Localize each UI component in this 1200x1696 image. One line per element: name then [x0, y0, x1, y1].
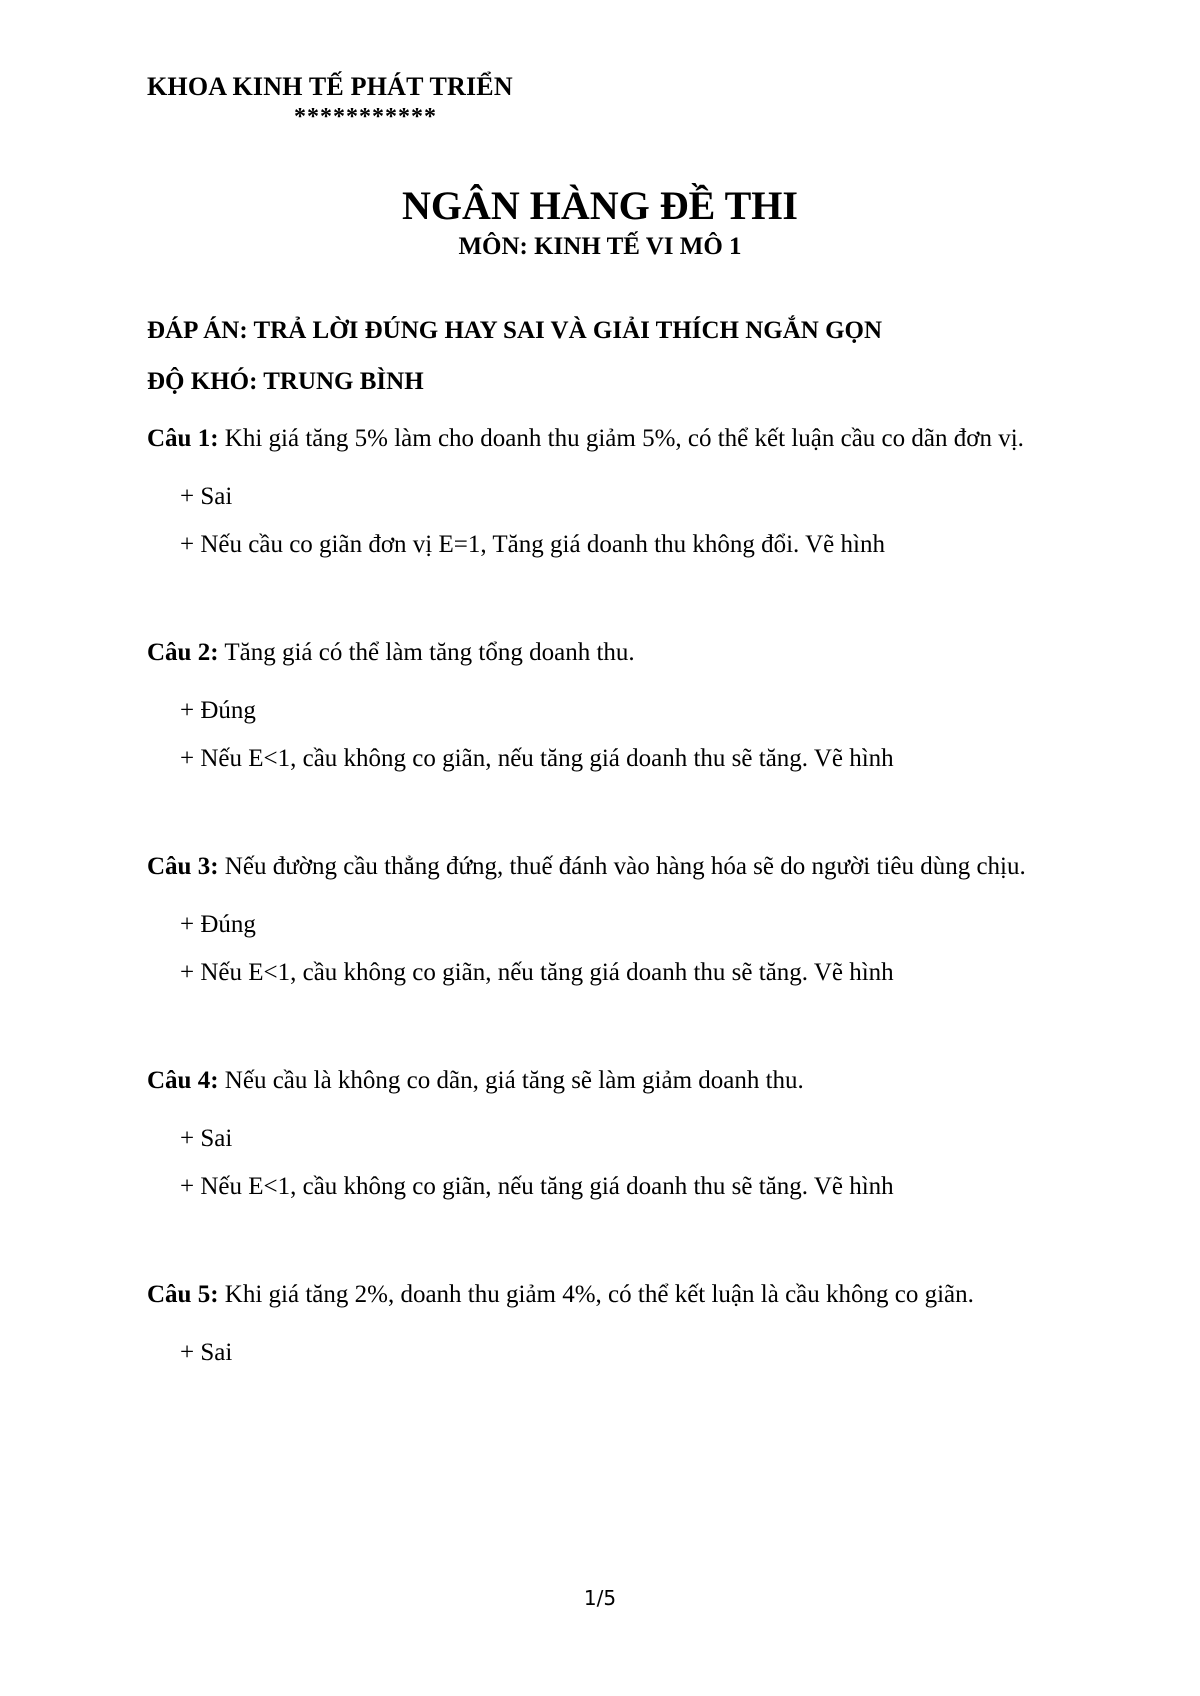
- question-body: Nếu cầu là không co dãn, giá tăng sẽ làm giảm doanh thu.: [218, 1067, 804, 1094]
- question-3: [147, 842, 1062, 997]
- question-list: [147, 414, 1062, 1377]
- question-2: [147, 628, 1062, 783]
- question-body: Khi giá tăng 2%, doanh thu giảm 4%, có thể kết luận là cầu không co giãn.: [218, 1281, 974, 1308]
- question-answer: + Sai: [180, 1339, 233, 1366]
- header-divider-stars: ***********: [294, 104, 437, 130]
- question-explanation: + Nếu E<1, cầu không co giãn, nếu tăng giá doanh thu sẽ tăng. Vẽ hình: [180, 959, 894, 986]
- question-5: [147, 1270, 1062, 1377]
- difficulty-level: ĐỘ KHÓ: TRUNG BÌNH: [147, 368, 424, 395]
- question-label: Câu 4:: [147, 1067, 219, 1094]
- question-body: Nếu đường cầu thẳng đứng, thuế đánh vào hàng hóa sẽ do người tiêu dùng chịu.: [218, 853, 1026, 880]
- question-body: Khi giá tăng 5% làm cho doanh thu giảm 5%, có thể kết luận cầu co dãn đơn vị.: [218, 425, 1024, 452]
- spacer: [147, 1211, 1062, 1270]
- question-explanation: + Nếu cầu co giãn đơn vị E=1, Tăng giá doanh thu không đổi. Vẽ hình: [180, 531, 885, 558]
- page-number: 1/5: [583, 1586, 617, 1610]
- spacer: [147, 783, 1062, 842]
- question-text: [147, 414, 1062, 463]
- question-explanation: + Nếu E<1, cầu không co giãn, nếu tăng giá doanh thu sẽ tăng. Vẽ hình: [180, 1173, 894, 1200]
- question-label: Câu 2:: [147, 639, 219, 666]
- document-title: NGÂN HÀNG ĐỀ THI: [402, 183, 798, 228]
- question-text: [147, 1270, 1062, 1319]
- question-text: [147, 842, 1062, 891]
- question-answer: + Đúng: [180, 911, 256, 938]
- question-text: [147, 1056, 1062, 1105]
- question-answer: + Đúng: [180, 697, 256, 724]
- spacer: [147, 997, 1062, 1056]
- question-answer: + Sai: [180, 483, 233, 510]
- department-name: KHOA KINH TẾ PHÁT TRIỂN: [147, 72, 513, 101]
- question-explanation: + Nếu E<1, cầu không co giãn, nếu tăng giá doanh thu sẽ tăng. Vẽ hình: [180, 745, 894, 772]
- question-4: [147, 1056, 1062, 1211]
- question-text: [147, 628, 1062, 677]
- question-answer: + Sai: [180, 1125, 233, 1152]
- question-label: Câu 5:: [147, 1281, 219, 1308]
- question-1: [147, 414, 1062, 569]
- subject-title: MÔN: KINH TẾ VI MÔ 1: [458, 233, 742, 260]
- question-label: Câu 1:: [147, 425, 219, 452]
- question-body: Tăng giá có thể làm tăng tổng doanh thu.: [218, 639, 635, 666]
- answer-heading: ĐÁP ÁN: TRẢ LỜI ĐÚNG HAY SAI VÀ GIẢI THÍCH NGẮN GỌN: [147, 317, 883, 344]
- question-label: Câu 3:: [147, 853, 219, 880]
- spacer: [147, 569, 1062, 628]
